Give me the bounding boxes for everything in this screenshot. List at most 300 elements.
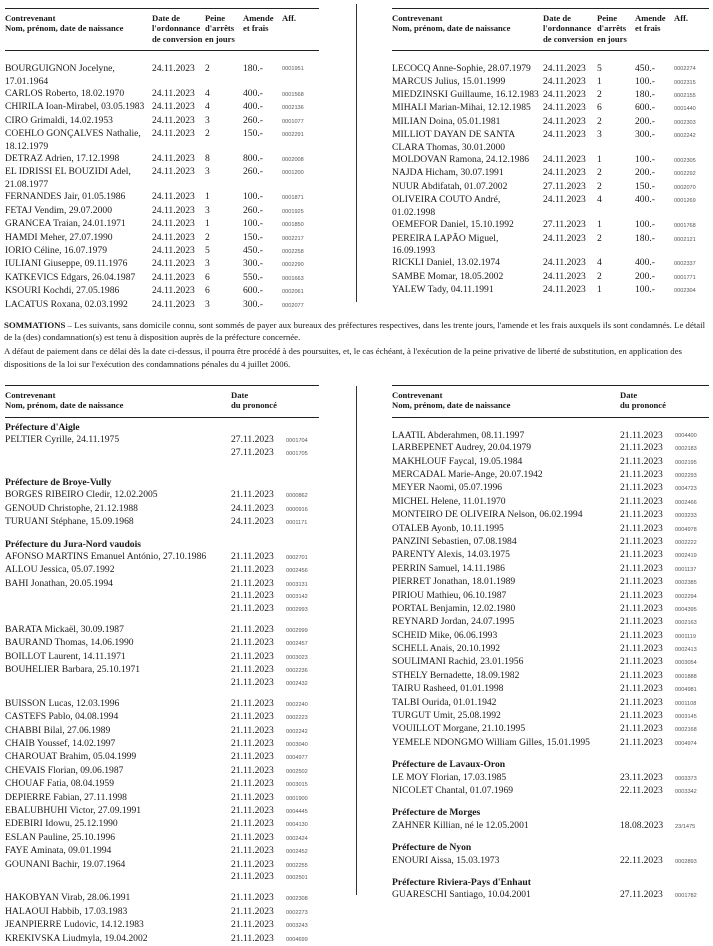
case-reference: 0002274 bbox=[674, 66, 696, 73]
case-reference bbox=[286, 892, 319, 905]
conversion-date: 24.11.2023 bbox=[543, 270, 586, 282]
ref-entry: 0003373 bbox=[675, 775, 697, 782]
case-reference bbox=[286, 651, 319, 664]
spacer-row bbox=[5, 690, 319, 698]
conversion-date: 24.11.2023 bbox=[152, 114, 195, 126]
date-entry: 21.11.2023 bbox=[231, 858, 274, 870]
table-row bbox=[5, 218, 319, 231]
conversion-date: 24.11.2023 bbox=[152, 153, 195, 165]
person-name: MARCUS Julius, 15.01.1999 bbox=[392, 75, 506, 87]
person-name: EDEBIRI Idowu, 25.12.1990 bbox=[5, 818, 118, 830]
case-reference bbox=[286, 489, 319, 502]
case-reference: 0002121 bbox=[674, 236, 696, 243]
pronounced-date bbox=[231, 792, 286, 805]
ref-entry: 0004723 bbox=[675, 486, 697, 493]
person-name: EBALUBHUHI Victor, 27.09.1991 bbox=[5, 805, 142, 817]
case-reference bbox=[675, 697, 709, 710]
conversion-date: 24.11.2023 bbox=[543, 232, 586, 244]
date-entry: 21.11.2023 bbox=[231, 697, 274, 709]
ref-entry: 0003243 bbox=[286, 923, 308, 930]
date-entry: 22.11.2023 bbox=[620, 785, 663, 796]
conversion-rows-right bbox=[392, 51, 709, 298]
table-row bbox=[5, 564, 319, 577]
case-reference bbox=[675, 576, 709, 589]
ref-entry: 0004974 bbox=[675, 740, 697, 747]
pronounced-date bbox=[620, 710, 675, 723]
conversion-date: 24.11.2023 bbox=[152, 191, 195, 203]
fine-amount: 600.- bbox=[635, 102, 655, 114]
date-entry: 21.11.2023 bbox=[231, 602, 274, 614]
ref-entry: 23/1475 bbox=[675, 823, 696, 830]
case-reference: 0001077 bbox=[282, 118, 304, 125]
person-name: FERNANDES Jair, 01.05.1986 bbox=[5, 191, 126, 203]
case-reference: 0002290 bbox=[282, 262, 304, 269]
conversion-date: 27.11.2023 bbox=[543, 180, 586, 192]
case-reference: 0002337 bbox=[674, 261, 696, 268]
ref-entry: 0001108 bbox=[675, 700, 697, 707]
person-name: EL IDRISSI EL BOUZIDI Adel, 21.08.1977 bbox=[5, 166, 131, 190]
table-header bbox=[392, 386, 709, 418]
table-row bbox=[392, 889, 709, 902]
table-row bbox=[5, 299, 319, 312]
conversion-date: 24.11.2023 bbox=[152, 244, 195, 256]
person-name: MONTEIRO DE OLIVEIRA Nelson, 06.02.1994 bbox=[392, 509, 583, 521]
table-row bbox=[5, 765, 319, 778]
arrest-days: 3 bbox=[205, 166, 210, 178]
pronounced-date bbox=[231, 845, 286, 858]
date-entry: 21.11.2023 bbox=[620, 482, 663, 494]
person-name: PORTAL Benjamin, 12.02.1980 bbox=[392, 602, 516, 614]
table-row bbox=[392, 284, 709, 297]
person-name: STHELY Bernadette, 18.09.1982 bbox=[392, 669, 520, 681]
header-name: Contrevenant Nom, prénom, date de naissance bbox=[5, 9, 152, 51]
arrest-days: 5 bbox=[205, 244, 210, 256]
date-entry: 21.11.2023 bbox=[231, 892, 274, 904]
person-name: MERCADAL Marie-Ange, 20.07.1942 bbox=[392, 469, 543, 480]
fine-amount: 400.- bbox=[243, 101, 263, 113]
date-entry: 21.11.2023 bbox=[620, 455, 663, 467]
case-reference bbox=[675, 683, 709, 696]
date-entry: 21.11.2023 bbox=[620, 562, 663, 574]
conversion-rows-left bbox=[5, 51, 319, 312]
table-row bbox=[392, 51, 709, 76]
date-entry: 21.11.2023 bbox=[231, 590, 274, 602]
arrest-days: 6 bbox=[597, 102, 602, 114]
ref-entry: 0001705 bbox=[286, 450, 308, 457]
date-entry: 21.11.2023 bbox=[231, 764, 274, 776]
table-row bbox=[392, 643, 709, 656]
case-reference bbox=[286, 578, 319, 616]
arrest-days: 3 bbox=[205, 114, 210, 126]
fine-amount: 260.- bbox=[243, 114, 263, 126]
date-entry: 21.11.2023 bbox=[231, 564, 274, 576]
ref-entry: 0002385 bbox=[675, 580, 697, 587]
ref-entry: 0001900 bbox=[286, 795, 308, 802]
person-name: OTALEB Ayonb, 10.11.1995 bbox=[392, 522, 504, 534]
table-row bbox=[5, 751, 319, 764]
person-name: LARBEPENET Audrey, 20.04.1979 bbox=[392, 442, 532, 454]
ref-entry: 0004699 bbox=[286, 936, 308, 943]
person-name: PERRIN Samuel, 14.11.1986 bbox=[392, 562, 505, 574]
prefecture-heading-row bbox=[392, 833, 709, 854]
arrest-days: 2 bbox=[597, 115, 602, 127]
ref-entry: 0002236 bbox=[286, 668, 308, 675]
summons-table-right bbox=[392, 385, 709, 903]
fine-amount: 100.- bbox=[243, 218, 263, 230]
case-reference bbox=[675, 820, 709, 833]
pronounced-date bbox=[231, 919, 286, 932]
table-row bbox=[392, 167, 709, 180]
case-reference bbox=[675, 723, 709, 736]
ref-entry: 0002424 bbox=[286, 835, 308, 842]
fine-amount: 260.- bbox=[243, 166, 263, 178]
fine-amount: 400.- bbox=[243, 88, 263, 100]
table-row bbox=[392, 442, 709, 455]
ref-entry: 0001888 bbox=[675, 673, 697, 680]
case-reference bbox=[286, 919, 319, 932]
conversion-date: 24.11.2023 bbox=[152, 271, 195, 283]
case-reference bbox=[286, 906, 319, 919]
conversion-date: 24.11.2023 bbox=[152, 128, 195, 140]
ref-entry: 0003054 bbox=[675, 660, 697, 667]
ref-entry: 0004445 bbox=[286, 809, 308, 816]
spacer-row bbox=[5, 460, 319, 468]
ref-entry: 0002255 bbox=[286, 862, 308, 869]
case-reference bbox=[675, 785, 709, 798]
arrest-days: 1 bbox=[205, 218, 210, 230]
header-date: Date de l'ordonnance de conversion bbox=[543, 9, 597, 51]
person-name: CARLOS Roberto, 18.02.1970 bbox=[5, 88, 125, 100]
person-name: BOURGUIGNON Jocelyne, 17.01.1964 bbox=[5, 63, 115, 87]
date-entry: 21.11.2023 bbox=[620, 736, 663, 748]
date-entry: 24.11.2023 bbox=[231, 502, 274, 514]
table-row bbox=[5, 892, 319, 905]
pronounced-date bbox=[620, 670, 675, 683]
case-reference bbox=[675, 469, 709, 482]
ref-entry: 0002999 bbox=[286, 627, 308, 634]
person-name: FETAJ Vendim, 29.07.2000 bbox=[5, 204, 112, 216]
date-entry: 21.11.2023 bbox=[231, 550, 274, 562]
pronounced-date bbox=[620, 785, 675, 798]
arrest-days: 4 bbox=[205, 101, 210, 113]
person-name: PANZINI Sebastien, 07.08.1984 bbox=[392, 535, 517, 547]
date-entry: 21.11.2023 bbox=[620, 429, 663, 441]
date-entry: 21.11.2023 bbox=[231, 711, 274, 723]
pronounced-date bbox=[620, 683, 675, 696]
pronounced-date bbox=[231, 818, 286, 831]
date-entry: 21.11.2023 bbox=[231, 637, 274, 649]
person-name: CIRO Grimaldi, 14.02.1953 bbox=[5, 114, 113, 126]
person-name: SOULIMANI Rachid, 23.01.1956 bbox=[392, 656, 524, 668]
fine-amount: 450.- bbox=[635, 63, 655, 75]
arrest-days: 4 bbox=[597, 257, 602, 269]
table-row bbox=[392, 129, 709, 154]
table-row bbox=[5, 832, 319, 845]
case-reference: 0001768 bbox=[674, 223, 696, 230]
person-name: MILLIOT DAYAN DE SANTA CLARA Thomas, 30.01.2000 bbox=[392, 129, 515, 153]
case-reference bbox=[286, 859, 319, 885]
notice-lead: SOMMATIONS bbox=[4, 320, 66, 330]
case-reference: 0002242 bbox=[674, 133, 696, 140]
table-row bbox=[392, 417, 709, 442]
person-name: NAJDA Hicham, 30.07.1991 bbox=[392, 167, 504, 179]
case-reference bbox=[286, 434, 319, 460]
case-reference: 0002304 bbox=[674, 288, 696, 295]
arrest-days: 4 bbox=[597, 194, 602, 206]
ref-entry: 0002452 bbox=[286, 849, 308, 856]
ref-entry: 0002308 bbox=[286, 896, 308, 903]
pronounced-date bbox=[231, 651, 286, 664]
arrest-days: 8 bbox=[205, 153, 210, 165]
table-row bbox=[5, 232, 319, 245]
person-name: BUISSON Lucas, 12.03.1996 bbox=[5, 697, 120, 709]
date-entry: 21.11.2023 bbox=[231, 818, 274, 830]
table-row bbox=[5, 637, 319, 650]
arrest-days: 2 bbox=[597, 167, 602, 179]
person-name: IULIANI Giuseppe, 09.11.1976 bbox=[5, 258, 128, 270]
case-reference: 0002305 bbox=[674, 158, 696, 165]
pronounced-date bbox=[620, 417, 675, 442]
conversion-date: 24.11.2023 bbox=[152, 218, 195, 230]
arrest-days: 1 bbox=[597, 284, 602, 296]
fine-amount: 100.- bbox=[635, 154, 655, 166]
case-reference bbox=[675, 772, 709, 785]
person-name: SAMBE Momar, 18.05.2002 bbox=[392, 270, 504, 282]
case-reference bbox=[286, 792, 319, 805]
header-name: Contrevenant Nom, prénom, date de naissance bbox=[392, 386, 620, 418]
ref-entry: 0001119 bbox=[675, 633, 696, 640]
case-reference: 0002136 bbox=[282, 105, 304, 112]
case-reference: 0002008 bbox=[282, 157, 304, 164]
prefecture-heading-row bbox=[392, 798, 709, 819]
notice-paragraph-1: SOMMATIONS – Les suivants, sans domicile connu, sont sommés de payer aux bureaux des préfectures respectives, dans les trente jours, l'amende et les frais auxquels ils sont condamnés. Le détail de la (des) condamnation(s) est tenu à disposition auprès de la préfecture concernée. bbox=[4, 320, 706, 343]
fine-amount: 180.- bbox=[243, 63, 263, 75]
prefecture-heading: Préfecture de Morges bbox=[392, 807, 481, 819]
header-fine: Amende et frais bbox=[635, 9, 674, 51]
conversion-table-right bbox=[392, 8, 709, 298]
case-reference: 0002292 bbox=[674, 171, 696, 178]
fine-amount: 100.- bbox=[243, 191, 263, 203]
conversion-date: 24.11.2023 bbox=[152, 204, 195, 216]
fine-amount: 450.- bbox=[243, 244, 263, 256]
case-reference: 0001871 bbox=[282, 195, 304, 202]
person-name: MILIAN Doina, 05.01.1981 bbox=[392, 115, 501, 127]
table-row bbox=[392, 785, 709, 798]
person-name: ALLOU Jessica, 05.07.1992 bbox=[5, 564, 115, 576]
case-reference bbox=[675, 482, 709, 495]
table-row bbox=[392, 737, 709, 750]
case-reference bbox=[286, 664, 319, 690]
date-entry: 21.11.2023 bbox=[620, 549, 663, 561]
table-row bbox=[392, 469, 709, 482]
summons-notice bbox=[4, 319, 710, 372]
conversion-date: 24.11.2023 bbox=[152, 63, 195, 75]
date-entry: 21.11.2023 bbox=[620, 576, 663, 588]
person-name: LE MOY Florian, 17.03.1985 bbox=[392, 771, 507, 783]
table-row bbox=[392, 76, 709, 89]
pronounced-date bbox=[231, 859, 286, 885]
summons-rows-right bbox=[392, 417, 709, 902]
table-row bbox=[5, 651, 319, 664]
case-reference bbox=[286, 738, 319, 751]
person-name: GENOUD Christophe, 21.12.1988 bbox=[5, 502, 138, 514]
table-row bbox=[5, 738, 319, 751]
date-entry: 21.11.2023 bbox=[620, 469, 663, 480]
ref-entry: 0002240 bbox=[286, 701, 308, 708]
date-entry: 21.11.2023 bbox=[231, 724, 274, 736]
person-name: IORIO Céline, 16.07.1979 bbox=[5, 244, 108, 256]
date-entry: 21.11.2023 bbox=[620, 683, 663, 695]
fine-amount: 600.- bbox=[243, 285, 263, 297]
table-header bbox=[5, 386, 319, 418]
date-entry: 27.11.2023 bbox=[231, 434, 274, 446]
ref-entry: 0002273 bbox=[286, 909, 308, 916]
table-row bbox=[5, 503, 319, 516]
date-entry: 22.11.2023 bbox=[620, 854, 663, 866]
table-row bbox=[392, 233, 709, 258]
table-row bbox=[392, 102, 709, 115]
person-name: COEHLO GONÇALVES Nathalie, 18.12.1979 bbox=[5, 128, 141, 152]
table-row bbox=[392, 116, 709, 129]
table-row bbox=[5, 272, 319, 285]
table-row bbox=[5, 624, 319, 637]
pronounced-date bbox=[620, 509, 675, 522]
arrest-days: 1 bbox=[597, 154, 602, 166]
table-row bbox=[392, 656, 709, 669]
ref-entry: 0003233 bbox=[675, 513, 697, 520]
prefecture-heading-row bbox=[392, 750, 709, 771]
person-name: YALEW Tady, 04.11.1991 bbox=[392, 284, 494, 296]
fine-amount: 200.- bbox=[635, 270, 655, 282]
notice-paragraph-2: A défaut de paiement dans ce délai dès la date ci-dessus, il pourra être procédé à des poursuites, et, le cas échéant, à l'exécution de la peine privative de liberté de substitution, en application des dispositions de la loi sur l'exécution des condamnations pénales du 4 juillet 2006. bbox=[4, 346, 682, 369]
fine-amount: 400.- bbox=[635, 257, 655, 269]
conversion-date: 24.11.2023 bbox=[543, 257, 586, 269]
summons-table-left bbox=[5, 385, 319, 946]
conversion-date: 24.11.2023 bbox=[543, 63, 586, 75]
pronounced-date bbox=[620, 590, 675, 603]
header-date: Date de l'ordonnance de conversion bbox=[152, 9, 205, 51]
fine-amount: 100.- bbox=[635, 75, 655, 87]
pronounced-date bbox=[231, 489, 286, 502]
ref-entry: 0004978 bbox=[675, 526, 697, 533]
date-entry: 23.11.2023 bbox=[620, 771, 663, 783]
table-row bbox=[392, 590, 709, 603]
table-row bbox=[5, 919, 319, 932]
case-reference bbox=[675, 456, 709, 469]
table-row bbox=[392, 630, 709, 643]
person-name: TAIRU Rasheed, 01.01.1998 bbox=[392, 683, 504, 695]
case-reference bbox=[675, 509, 709, 522]
pronounced-date bbox=[620, 723, 675, 736]
table-row bbox=[392, 697, 709, 710]
person-name: HAKOBYAN Virab, 28.06.1991 bbox=[5, 892, 131, 904]
pronounced-date bbox=[231, 516, 286, 529]
case-reference bbox=[675, 656, 709, 669]
table-row bbox=[5, 258, 319, 271]
table-row bbox=[392, 271, 709, 284]
table-row bbox=[392, 563, 709, 576]
table-row bbox=[5, 489, 319, 502]
arrest-days: 2 bbox=[597, 270, 602, 282]
table-row bbox=[5, 128, 319, 153]
case-reference: 0002061 bbox=[282, 289, 304, 296]
case-reference bbox=[675, 710, 709, 723]
ref-entry: 0002195 bbox=[675, 459, 697, 466]
ref-entry: 0002242 bbox=[286, 728, 308, 735]
pronounced-date bbox=[231, 503, 286, 516]
prefecture-heading: Préfecture Riviera-Pays d'Enhaut bbox=[392, 876, 531, 888]
header-days: Peine d'arrêts en jours bbox=[597, 9, 635, 51]
ref-entry: 0001171 bbox=[286, 520, 308, 527]
date-entry: 21.11.2023 bbox=[231, 870, 274, 882]
case-reference bbox=[675, 417, 709, 442]
date-entry: 21.11.2023 bbox=[231, 932, 274, 944]
conversion-date: 24.11.2023 bbox=[543, 102, 586, 114]
table-row bbox=[5, 51, 319, 88]
fine-amount: 400.- bbox=[635, 194, 655, 206]
table-row bbox=[5, 245, 319, 258]
ref-entry: 0002223 bbox=[286, 715, 308, 722]
table-row bbox=[5, 578, 319, 616]
fine-amount: 300.- bbox=[635, 129, 655, 141]
case-reference: 0002070 bbox=[674, 184, 696, 191]
table-row bbox=[5, 778, 319, 791]
ref-entry: 0004981 bbox=[675, 687, 697, 694]
table-row bbox=[5, 933, 319, 946]
arrest-days: 3 bbox=[205, 258, 210, 270]
pronounced-date bbox=[231, 434, 286, 460]
table-row bbox=[5, 166, 319, 191]
date-entry: 21.11.2023 bbox=[231, 650, 274, 662]
date-entry: 21.11.2023 bbox=[231, 831, 274, 843]
person-name: AFONSO MARTINS Emanuel António, 27.10.1986 bbox=[5, 550, 207, 562]
fine-amount: 180.- bbox=[635, 89, 655, 101]
pronounced-date bbox=[620, 630, 675, 643]
person-name: LACATUS Roxana, 02.03.1992 bbox=[5, 298, 128, 310]
date-entry: 21.11.2023 bbox=[231, 905, 274, 917]
arrest-days: 3 bbox=[205, 204, 210, 216]
conversion-date: 24.11.2023 bbox=[152, 285, 195, 297]
conversion-date: 24.11.2023 bbox=[152, 298, 195, 310]
person-name: MIEDZINSKI Guillaume, 16.12.1983 bbox=[392, 89, 539, 101]
case-reference: 0001568 bbox=[282, 92, 304, 99]
date-entry: 21.11.2023 bbox=[231, 664, 274, 676]
pronounced-date bbox=[620, 576, 675, 589]
prefecture-heading-row bbox=[5, 468, 319, 489]
person-name: CHAIB Youssef, 14.02.1997 bbox=[5, 738, 116, 750]
conversion-date: 24.11.2023 bbox=[543, 115, 586, 127]
date-entry: 21.11.2023 bbox=[620, 589, 663, 601]
case-reference bbox=[675, 630, 709, 643]
ref-entry: 0003142 bbox=[286, 594, 308, 601]
person-name: PEREIRA LAPÃO Miguel, 16.09.1993 bbox=[392, 232, 499, 256]
person-name: ESLAN Pauline, 25.10.1996 bbox=[5, 831, 116, 843]
header-fine: Amende et frais bbox=[243, 9, 282, 51]
case-reference bbox=[675, 737, 709, 750]
table-row bbox=[392, 181, 709, 194]
date-entry: 27.11.2023 bbox=[231, 446, 274, 458]
header-date: Date du prononcé bbox=[231, 386, 319, 418]
date-entry: 21.11.2023 bbox=[231, 577, 274, 589]
pronounced-date bbox=[231, 738, 286, 751]
table-row bbox=[5, 818, 319, 831]
ref-entry: 0002501 bbox=[286, 874, 308, 881]
conversion-table-left bbox=[5, 8, 319, 312]
case-reference: 0002315 bbox=[674, 79, 696, 86]
conversion-date: 24.11.2023 bbox=[543, 154, 586, 166]
table-row bbox=[5, 906, 319, 919]
ref-entry: 0003342 bbox=[675, 789, 697, 795]
